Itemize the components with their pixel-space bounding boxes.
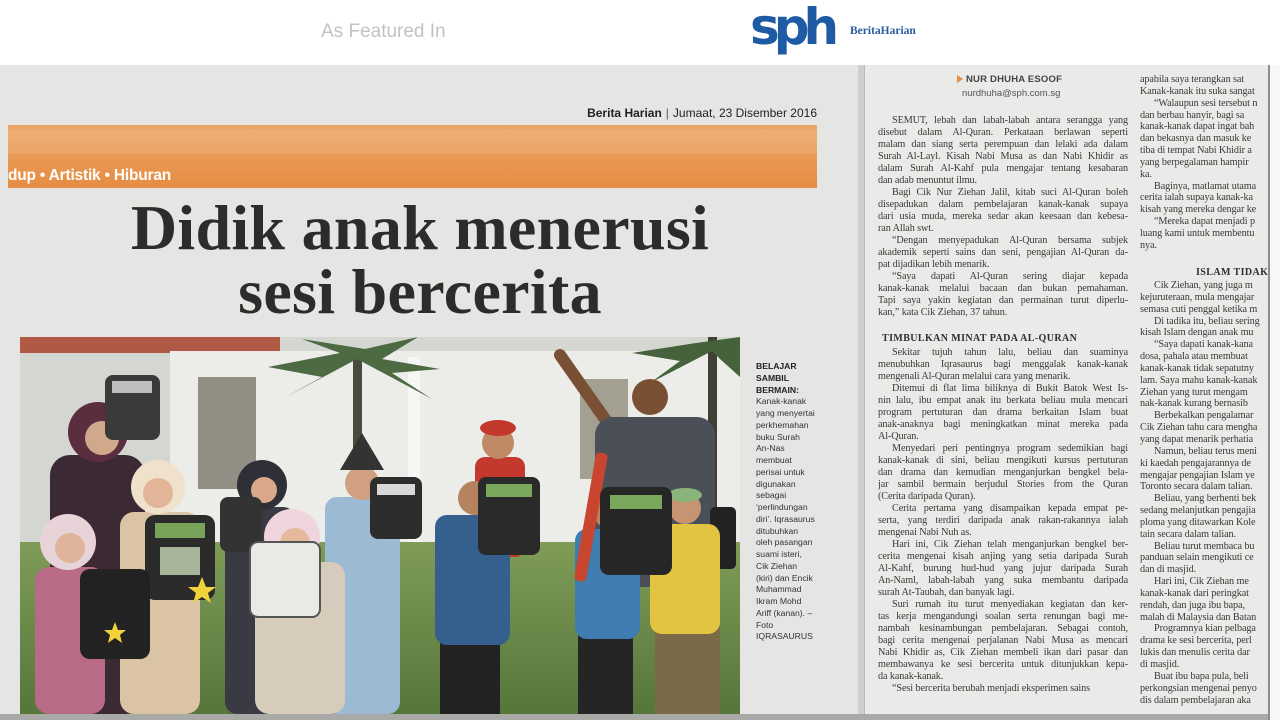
masthead-dateline (520, 106, 817, 120)
article-line: malam dan siang serta perempuan dan lelaki ada dalam (878, 139, 1128, 150)
article-line: “Sesi bercerita berubah menjadi eksperimen sains (892, 683, 1091, 694)
article-line: serta, yang terdiri daripada anak rakan-rakannya ialah (878, 515, 1128, 526)
girl-face (143, 478, 173, 508)
article-line: nin lalu, ibu empat anak itu berkata beliau mula mencari (878, 395, 1128, 406)
red-cap (480, 420, 516, 436)
man-face (632, 379, 668, 415)
caption-heading-line: BERMAIN: (756, 384, 799, 395)
article-line: kanak-kanak dapat ingat bah (1140, 121, 1255, 133)
caption-line: perisai untuk (756, 466, 805, 477)
article-line: Suri rumah itu turut menyediakan kegiatan dan ker- (892, 599, 1128, 610)
article-line: nak-kanak kurang bernasib (1140, 398, 1248, 410)
article-line: tain secara dalam talian. (1140, 528, 1236, 540)
caption-line: Ikram Mohd (756, 596, 802, 606)
feature-photo (20, 337, 740, 714)
masthead-separator: | (665, 106, 669, 120)
article-column-2-intro (1140, 74, 1268, 252)
masthead-name: Berita Harian (587, 106, 662, 120)
article-line: “Walaupun sesi tersebut n (1154, 97, 1258, 109)
shield-panel (160, 547, 200, 575)
article-line: ki kaedah pengajarannya de (1140, 457, 1251, 469)
article-line: Beliau turut membaca bu (1154, 540, 1255, 552)
article-line: cerita ialah supaya kanak-ka (1140, 192, 1253, 204)
article-line: Toronto secara dalam talian. (1140, 481, 1253, 493)
article-line: dan drama dan kemudian menganjurkan bengkel bela- (878, 467, 1128, 478)
article-line: semasa cuti penggal ketika m (1140, 303, 1258, 315)
article-line: kanak-kanak di sini, beliau mengikuti kursus pertuturan (878, 455, 1128, 466)
article-line: ploma yang ditawarkan Kole (1140, 516, 1256, 528)
caption-line: Kanak-kanak (756, 396, 807, 407)
caption-line: Cik Ziehan (756, 560, 798, 571)
caption-line: suami isteri, (756, 549, 802, 559)
article-line: kan,” kata Cik Ziehan, 37 tahun. (878, 307, 1008, 318)
article-line: dan berbau hanyir, bagi sa (1140, 109, 1245, 121)
article-column-1-intro (878, 115, 1128, 319)
article-line: perkongsian mengenai penyo (1140, 682, 1257, 694)
byline-email: nurdhuha@sph.com.sg (962, 88, 1061, 99)
caption-line: Ariff (kanan). – (756, 607, 813, 618)
article-line: kanak-kanak dari peringkat (1140, 587, 1249, 599)
article-line: mengenai Nabi Nuh as. (878, 527, 972, 538)
headline-line-1: Didik anak menerusi (130, 192, 710, 263)
caption-line: yang menyertai (756, 408, 815, 418)
article-subheading-1: TIMBULKAN MINAT PADA AL-QURAN (882, 333, 1078, 344)
article-line: SEMUT, lebah dan labah-labah antara serangga yang (892, 115, 1128, 126)
girl-face (55, 533, 85, 563)
article-line: panduan selain mengikuti ce (1140, 552, 1254, 564)
article-line: dan di masjid. (1140, 564, 1197, 576)
caption-line: ditubuhkan (756, 525, 799, 536)
caption-line: IQRASAURUS (756, 631, 813, 642)
article-line: dalam Surah Al-Kahf pula mengajar tentang kesabaran (878, 163, 1128, 174)
article-line: membawanya ke sesi bercerita untuk ditunjukkan kepa- (878, 659, 1128, 670)
featured-label: As Featured In (321, 21, 446, 42)
article-line: luang kami untuk membentu (1140, 227, 1255, 239)
article-line: Cik Ziehan tahu cara mengha (1140, 422, 1258, 434)
caption-line: Foto (756, 619, 774, 630)
article-line: disepadukan dalam pembelajaran kanak-kanak supaya (878, 199, 1128, 210)
photo-caption (756, 361, 848, 643)
article-line: apabila saya terangkan sat (1140, 74, 1245, 85)
masthead-date: Jumaat, 23 Disember 2016 (672, 106, 817, 120)
article-line: “Saya dapati Al-Quran sering diajar kepada (892, 271, 1128, 282)
article-line: Ziehan yang turut mengam (1140, 386, 1248, 398)
featured-header (0, 0, 1280, 65)
article-line: Menyedari peri pentingnya program sedemikian bagi (892, 443, 1128, 454)
publication-name: BeritaHarian (850, 25, 916, 37)
article-line: mengenali Al-Quran melalui cara yang menarik. (878, 371, 1071, 382)
article-line: Berbekalkan pengalamar (1154, 410, 1254, 422)
article-line: di masjid. (1140, 659, 1180, 670)
article-line: Sekitar tujuh tahun lalu, beliau dan suaminya (892, 347, 1128, 358)
caption-heading-line: BELAJAR (756, 361, 797, 371)
article-line: yang berpegalaman hampir (1140, 156, 1249, 168)
article-line: mengajar pengajian Islam ye (1140, 469, 1255, 481)
article-line: “Mereka dapat menjadi p (1154, 216, 1255, 228)
article-line: Hari ini, Cik Ziehan me (1154, 576, 1249, 588)
shield (80, 569, 150, 659)
article-line: pat dijadikan lebih menarik. (878, 259, 990, 270)
article-column-2-body (1140, 280, 1268, 706)
article-line: Hari ini, Cik Ziehan telah menganjurkan bengkel ber- (892, 539, 1128, 550)
caption-line: sebagai (756, 490, 787, 501)
article-line: menubuhkan Iqrasaurus bagi menggalak kanak-kanak (878, 359, 1128, 370)
boy-legs (440, 637, 500, 714)
headline (60, 192, 780, 327)
article-column-1-body (878, 347, 1128, 695)
article-line: Cik Ziehan, yang juga m (1154, 280, 1253, 291)
caption-line: digunakan (756, 478, 796, 489)
article-line: dari usia muda, mereka sedar akan keesaan dan kebesa- (878, 211, 1128, 222)
article-line: Di tadika itu, beliau sering (1154, 315, 1260, 327)
article-line: program pertuturan dan drama berkaitan Islam buat (878, 407, 1128, 418)
article-line: tiba di tempat Nabi Khidir a (1140, 145, 1252, 157)
caption-heading (756, 361, 848, 396)
article-line: malah di Malaysia dan Batan (1140, 611, 1257, 623)
article-line: Nabi Khidir as, Cik Ziehan membeli ikan dari pasar dan (878, 647, 1128, 658)
article-line: bagi cerita mengenai perjalanan Nabi Musa as mencari (878, 635, 1128, 646)
article-line: lukis dan menulis cerita dar (1140, 647, 1250, 659)
article-line: kanak-kanak melalui bacaan dan bukan pemahaman. (878, 283, 1128, 294)
section-label: dup • Artistik • Hiburan (8, 167, 172, 184)
article-line: dan adab menuntut ilmu. (878, 175, 977, 186)
shield-light (250, 542, 320, 617)
boy-legs (655, 627, 720, 714)
article-line: tas kerja mengandungi soalan serta renungan bagi me- (878, 611, 1128, 622)
article-line: yang dapat menarik perhatia (1140, 433, 1253, 445)
byline-author: NUR DHUHA ESOOF (966, 74, 1063, 85)
article-line: kejuruteraan, mula mengajar (1140, 291, 1255, 303)
article-line: drama ke sesi bercerita, perl (1140, 635, 1252, 647)
article-line: akademik seperti sains dan seni, pengajian Al-Quran da- (878, 247, 1128, 258)
article-line: nya. (1140, 239, 1157, 251)
byline (957, 74, 1062, 85)
scan-shadow (0, 714, 1268, 720)
headline-line-2: sesi bercerita (238, 256, 602, 327)
sph-logo[interactable] (750, 0, 836, 62)
article-line: lam. Saya mahu kanak-kanak (1140, 374, 1258, 386)
article-line: disebut dalam Al-Quran. Perkataan berlawan seperti (878, 127, 1128, 138)
article-line: An-Naml, labah-labah yang suka membantu daripada (878, 575, 1128, 586)
caption-line: An-Nas (756, 443, 785, 454)
article-line: dan bekasnya dan masuk ke (1140, 133, 1252, 145)
article-line: jar sambil bermain berjudul Stories from the Quran (878, 479, 1128, 490)
boy-legs (578, 632, 633, 714)
green-cap (668, 488, 702, 502)
article-line: sedang melanjutkan pengajia (1140, 505, 1256, 517)
article-line: Baginya, matlamat utama (1154, 180, 1257, 192)
article-line: Surah Al-Layl. Kisah Nabi Musa as dan Nabi Khidir as (878, 151, 1128, 162)
article-line: Cerita pertama yang disampaikan kepada empat pe- (892, 503, 1128, 514)
caption-line: membuat (756, 455, 792, 465)
article-line: dis dalam pembelajaran aka (1140, 694, 1251, 706)
caption-body (756, 396, 848, 643)
shield-label (610, 495, 662, 509)
article-line: Tapi saya yakin kegiatan dan permainan turut diperlu- (878, 295, 1128, 306)
caption-line: perkhemahan (756, 419, 809, 430)
shield-label (155, 523, 205, 538)
article-line: Programnya kian pelbaga (1154, 623, 1256, 635)
article-line: cerita mengenai kisah anjing yang setia daripada Surah (878, 551, 1128, 562)
caption-line: (kiri) dan Encik (756, 572, 813, 583)
article-subheading-2: ISLAM TIDAK (1196, 267, 1268, 278)
sph-logo-text[interactable]: sph (750, 0, 834, 56)
article-line: Al-Kahf, burung hud-hud yang jujur daripada Surah (878, 563, 1128, 574)
caption-line: buku Surah (756, 431, 800, 442)
article-line: nambah kesinambungan pembelajaran. Sebagai contoh, (878, 623, 1128, 634)
section-band-highlight (8, 130, 817, 154)
article-line: anak-anaknya bagi meningkatkan minat mereka pada (878, 419, 1128, 430)
roof (20, 337, 280, 353)
caption-line: oleh pasangan (756, 537, 813, 548)
article-line: rendah, dan juga ibu bapa, (1140, 599, 1245, 611)
article-line: surah At-Taubah, dan banyak lagi. (878, 587, 1015, 598)
shield-label (112, 381, 152, 393)
article-line: da kanak-kanak. (878, 671, 944, 682)
article-line: kisah yang mereka dengar ke (1140, 204, 1257, 216)
caption-line: Muhammad (756, 584, 802, 595)
article-line: Beliau, yang berhenti bek (1154, 493, 1257, 505)
article-line: Bagi Cik Nur Ziehan Jalil, kitab suci Al-Quran boleh (892, 187, 1128, 198)
article-line: Ditemui di flat lima biliknya di Bukit Batok West Is- (892, 383, 1128, 394)
caption-heading-line: SAMBIL (756, 372, 789, 383)
caption-line: ‘perlindungan (756, 502, 808, 512)
article-line: (Cerita daripada Quran). (878, 491, 976, 502)
article-line: dosa, pahala atau membuat (1140, 351, 1248, 363)
article-line: “Saya dapati kanak-kana (1154, 339, 1253, 351)
caption-line: diri’. Iqrasaurus (756, 513, 815, 524)
article-line: kanak-kanak tidak sepatutny (1140, 362, 1254, 374)
article-line: ran Allah swt. (878, 223, 934, 234)
article-line: Buat ibu bapa pula, beli (1154, 670, 1249, 682)
article-line: Al-Quran. (878, 431, 919, 442)
article-line: ka. (1140, 168, 1152, 180)
shield-label (486, 484, 532, 497)
article-line: Kanak-kanak itu suka sangat (1140, 85, 1255, 97)
article-line: Namun, beliau terus meni (1154, 445, 1257, 457)
shield-label (377, 484, 415, 495)
article-line: kisah Islam dengan anak mu (1140, 327, 1254, 339)
article-line: “Dengan menyepadukan Al-Quran bersama subjek (892, 235, 1128, 246)
byline-arrow-icon (957, 75, 963, 83)
clipping-edge (1268, 65, 1280, 720)
